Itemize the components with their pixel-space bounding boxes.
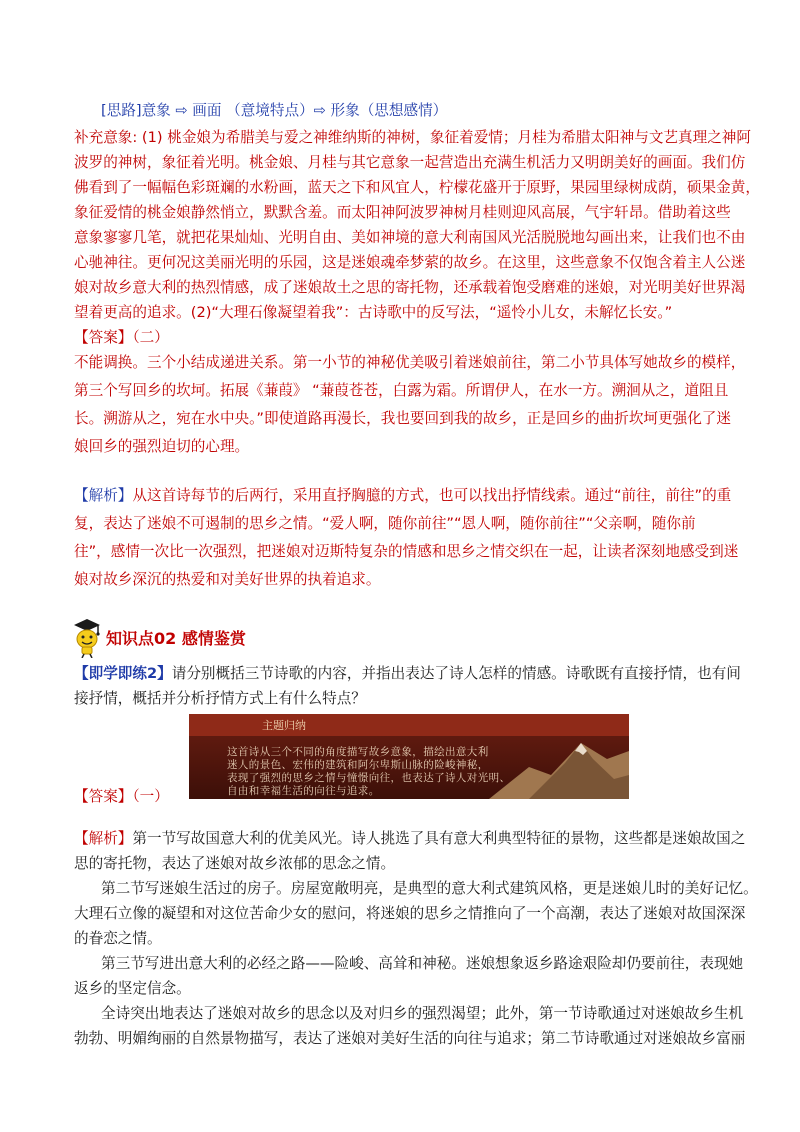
- supplement-line: 望着更高的追求。(2)“大理石像凝望着我”：古诗歌中的反写法，“遥怜小儿女，未解忆长安。”: [74, 304, 673, 321]
- image-text-line: 自由和幸福生活的向往与追求。: [227, 785, 380, 797]
- paragraph-line: 第三节写进出意大利的必经之路——险峻、高耸和神秘。迷娘想象返乡路途艰险却仍要前往，表现她: [101, 955, 744, 972]
- paragraph-line: 大理石立像的凝望和对这位苦命少女的慰问，将迷娘的思乡之情推向了一个高潮，表达了迷娘对故国深深: [74, 905, 746, 922]
- answer-two-line: 不能调换。三个小结成递进关系。第一小节的神秘优美吸引着迷娘前往，第二小节具体写她故乡的模样，: [74, 354, 746, 371]
- theme-summary-image: [189, 714, 629, 799]
- analysis-one-first-line: [74, 486, 731, 506]
- analysis-text: 从这首诗每节的后两行，采用直抒胸臆的方式，也可以找出抒情线索。通过“前往，前往”的重: [132, 487, 732, 504]
- think-line: [思路]意象 ⇨ 画面 （意境特点）⇨ 形象（思想感情）: [101, 102, 448, 119]
- paragraph-line: 勃勃、明媚绚丽的自然景物描写，表达了迷娘对美好生活的向往与追求；第二节诗歌通过对迷娘故乡富丽: [74, 1030, 746, 1047]
- image-title: 主题归纳: [262, 719, 306, 732]
- image-text-line: 迷人的景色、宏伟的建筑和阿尔卑斯山脉的险峻神秘，: [227, 759, 489, 771]
- supplement-line: 补充意象: (1) 桃金娘为希腊美与爱之神维纳斯的神树，象征着爱情；月桂为希腊太阳神与文艺真理之神阿: [74, 129, 751, 146]
- analysis-two-first-line: [74, 829, 745, 849]
- practice-first-line: [74, 664, 741, 684]
- supplement-line: 意象寥寥几笔，就把花果灿灿、光明自由、美如神境的意大利南国风光活脱脱地勾画出来，让我们也不由: [74, 229, 746, 246]
- answer-two-line: 长。溯游从之，宛在水中央。”即使道路再漫长，我也要回到我的故乡，正是回乡的曲折坎坷更强化了迷: [74, 410, 731, 427]
- analysis-one-line: 复，表达了迷娘不可遏制的思乡之情。“爱人啊，随你前往”“恩人啊，随你前往”“父亲啊，随你前: [74, 515, 696, 532]
- practice-line: 接抒情，概括并分析抒情方式上有什么特点？: [74, 690, 366, 707]
- paragraph-line: 的眷恋之情。: [74, 930, 162, 947]
- analysis-two-line: 思的寄托物，表达了迷娘对故乡浓郁的思念之情。: [74, 855, 396, 872]
- knowledge-point-title: 知识点02 感情鉴赏: [106, 629, 246, 648]
- analysis-one-line: 娘对故乡深沉的热爱和对美好世界的执着追求。: [74, 571, 381, 588]
- supplement-line: 象征爱情的桃金娘静然悄立，默默含羞。而太阳神阿波罗神树月桂则迎风高展，气宇轩昂。借助着这些: [74, 204, 731, 221]
- paragraph-line: 返乡的坚定信念。: [74, 980, 191, 997]
- supplement-line: 佛看到了一幅幅色彩斑斓的水粉画，蓝天之下和风宜人，柠檬花盛开于原野，果园里绿树成荫，硕果金黄，: [74, 179, 760, 196]
- paragraph-line: 全诗突出地表达了迷娘对故乡的思念以及对归乡的强烈渴望；此外，第一节诗歌通过对迷娘故乡生机: [101, 1005, 744, 1022]
- supplement-line: 娘对故乡意大利的热烈情感，成了迷娘故土之思的寄托物，还承载着饱受磨难的迷娘，对光明美好世界渴: [74, 279, 746, 296]
- cartoon-scholar-icon: [70, 618, 104, 662]
- image-text-line: 表现了强烈的思乡之情与憧憬向往，也表达了诗人对光明、: [227, 772, 511, 784]
- supplement-line: 波罗的神树，象征着光明。桃金娘、月桂与其它意象一起营造出充满生机活力又明朗美好的画面。我们仿: [74, 154, 746, 171]
- analysis-label: 【解析】: [74, 830, 133, 847]
- answer-one-label: 【答案】（一）: [74, 788, 169, 805]
- analysis-text: 第一节写故国意大利的优美风光。诗人挑选了具有意大利典型特征的景物，这些都是迷娘故国之: [132, 830, 746, 847]
- practice-label: 【即学即练2】: [74, 665, 172, 682]
- mountain-picture: [489, 729, 629, 799]
- analysis-one-line: 往”，感情一次比一次强烈，把迷娘对迈斯特复杂的情感和思乡之情交织在一起，让读者深刻地感受到迷: [74, 543, 739, 560]
- analysis-label: 【解析】: [74, 487, 133, 504]
- answer-two-line: 第三个写回乡的坎坷。拓展《蒹葭》 “蒹葭苍苍，白露为霜。所谓伊人，在水一方。溯洄从之，道阻且: [74, 382, 729, 399]
- paragraph-line: 第二节写迷娘生活过的房子。房屋宽敞明亮，是典型的意大利式建筑风格，更是迷娘儿时的美好记忆。: [101, 880, 758, 897]
- practice-text: 请分别概括三节诗歌的内容，并指出表达了诗人怎样的情感。诗歌既有直接抒情，也有间: [171, 665, 741, 682]
- answer-two-line: 娘回乡的强烈迫切的心理。: [74, 438, 250, 455]
- answer-two-label: 【答案】（二）: [74, 329, 169, 346]
- supplement-line: 心驰神往。更何况这美丽光明的乐园，这是迷娘魂牵梦萦的故乡。在这里，这些意象不仅饱含着主人公迷: [74, 254, 746, 271]
- image-text-line: 这首诗从三个不同的角度描写故乡意象，描绘出意大利: [227, 746, 489, 758]
